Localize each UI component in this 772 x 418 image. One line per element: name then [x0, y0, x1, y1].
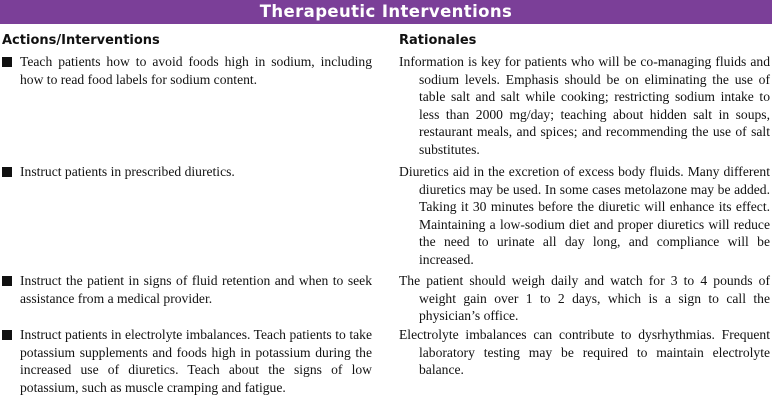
rationale-text: Diuretics aid in the excretion of excess body fluids. Many different diuretics may be used. In some cases metolazone may be added. Taking it 30 minutes before the diuretic will enhance its effect. Maintaining a low-sodium diet and proper diuretics will reduce the need to urinate all day long, and compliance will be increased.: [399, 164, 770, 267]
action-cell: [2, 272, 372, 307]
action-text: Teach patients how to avoid foods high in sodium, including how to read food labels for sodium content.: [20, 54, 372, 87]
action-cell: [2, 163, 372, 181]
rationale-text: Information is key for patients who will be co-managing fluids and sodium levels. Emphasis should be on eliminating the use of table salt and salt while cooking; restricting sodium intake to less than 2000 mg/day; teaching about hidden salt in soups, restaurant meals, and spices; and recommending the use of salt substitutes.: [399, 54, 770, 157]
square-bullet-icon: [2, 276, 12, 286]
rationale-text: The patient should weigh daily and watch for 3 to 4 pounds of weight gain over 1 to 2 days, which is a sign to call the physician’s office.: [399, 273, 770, 323]
square-bullet-icon: [2, 167, 12, 177]
actions-column-header: Actions/Interventions: [2, 33, 160, 48]
square-bullet-icon: [2, 330, 12, 340]
section-title-banner: Therapeutic Interventions: [0, 0, 772, 24]
action-text: Instruct patients in prescribed diuretics.: [20, 164, 235, 179]
square-bullet-icon: [2, 57, 12, 67]
action-text: Instruct the patient in signs of fluid retention and when to seek assistance from a medical provider.: [20, 273, 372, 306]
rationales-column-header: Rationales: [399, 33, 477, 48]
action-text: Instruct patients in electrolyte imbalances. Teach patients to take potassium supplements and foods high in potassium during the increased use of diuretics. Teach about the signs of low potassium, such as muscle cramping and fatigue.: [20, 327, 372, 395]
action-cell: [2, 53, 372, 88]
rationale-text: Electrolyte imbalances can contribute to dysrhythmias. Frequent laboratory testing may be required to maintain electrolyte balance.: [399, 327, 770, 377]
action-cell: [2, 326, 372, 396]
